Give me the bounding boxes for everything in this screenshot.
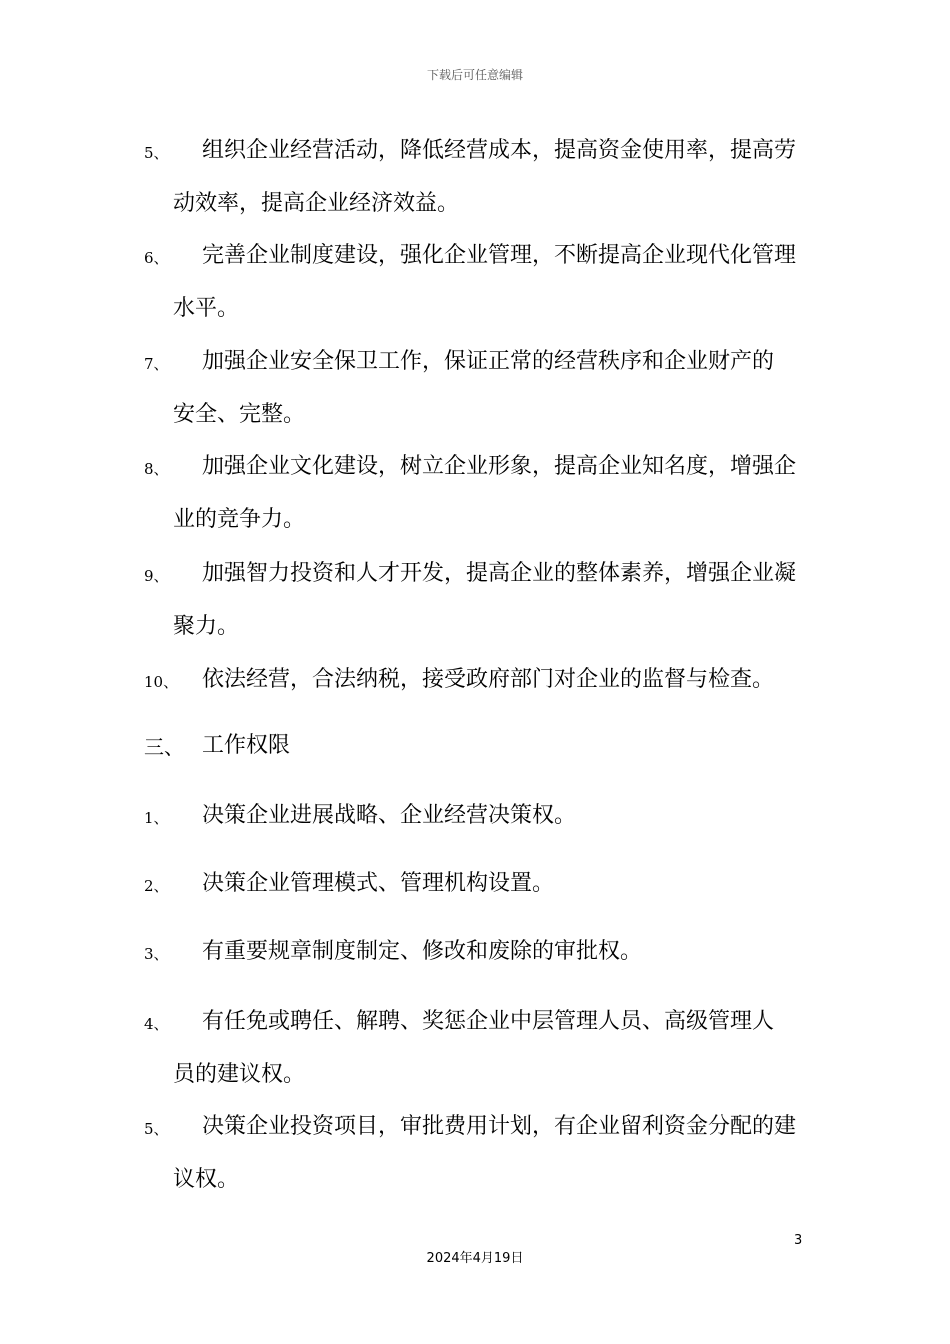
- section-number: 三、: [144, 735, 184, 759]
- item-text: 加强企业安全保卫工作，保证正常的经营秩序和企业财产的: [202, 349, 775, 374]
- item-number: 2、: [144, 877, 169, 895]
- item-number: 9、: [144, 567, 169, 585]
- item-text: 决策企业进展战略、企业经营决策权。: [202, 803, 577, 828]
- item-text: 加强企业文化建设，树立企业形象，提高企业知名度，增强企: [202, 454, 797, 479]
- item-text-continued: 安全、完整。: [173, 402, 306, 427]
- footer-date: 2024年4月19日: [426, 1251, 524, 1266]
- item-number: 4、: [144, 1015, 169, 1033]
- item-text-continued: 业的竞争力。: [173, 507, 306, 532]
- item-text-continued: 员的建议权。: [173, 1062, 306, 1087]
- item-text: 有任免或聘任、解聘、奖惩企业中层管理人员、高级管理人: [202, 1009, 775, 1034]
- item-text-continued: 水平。: [173, 296, 240, 321]
- item-number: 6、: [144, 249, 169, 267]
- item-number: 7、: [144, 355, 169, 373]
- item-text: 加强智力投资和人才开发，提高企业的整体素养，增强企业凝: [202, 561, 797, 586]
- item-text-continued: 聚力。: [173, 614, 240, 639]
- item-text-continued: 动效率，提高企业经济效益。: [173, 191, 460, 216]
- item-number: 5、: [144, 144, 169, 162]
- item-number: 5、: [144, 1120, 169, 1138]
- item-text: 有重要规章制度制定、修改和废除的审批权。: [202, 939, 643, 964]
- item-text: 决策企业管理模式、管理机构设置。: [202, 871, 555, 896]
- item-text: 依法经营，合法纳税，接受政府部门对企业的监督与检查。: [202, 667, 775, 692]
- item-text: 决策企业投资项目，审批费用计划，有企业留利资金分配的建: [202, 1114, 797, 1139]
- page-header: 下载后可任意编辑: [426, 68, 523, 82]
- item-number: 10、: [144, 673, 179, 691]
- page-number: 3: [794, 1233, 803, 1248]
- item-text: 组织企业经营活动，降低经营成本，提高资金使用率，提高劳: [202, 138, 797, 163]
- item-text-continued: 议权。: [173, 1167, 240, 1192]
- item-text: 完善企业制度建设，强化企业管理，不断提高企业现代化管理: [202, 243, 797, 268]
- item-number: 8、: [144, 460, 169, 478]
- item-number: 1、: [144, 809, 169, 827]
- section-title: 工作权限: [202, 733, 291, 758]
- item-number: 3、: [144, 945, 169, 963]
